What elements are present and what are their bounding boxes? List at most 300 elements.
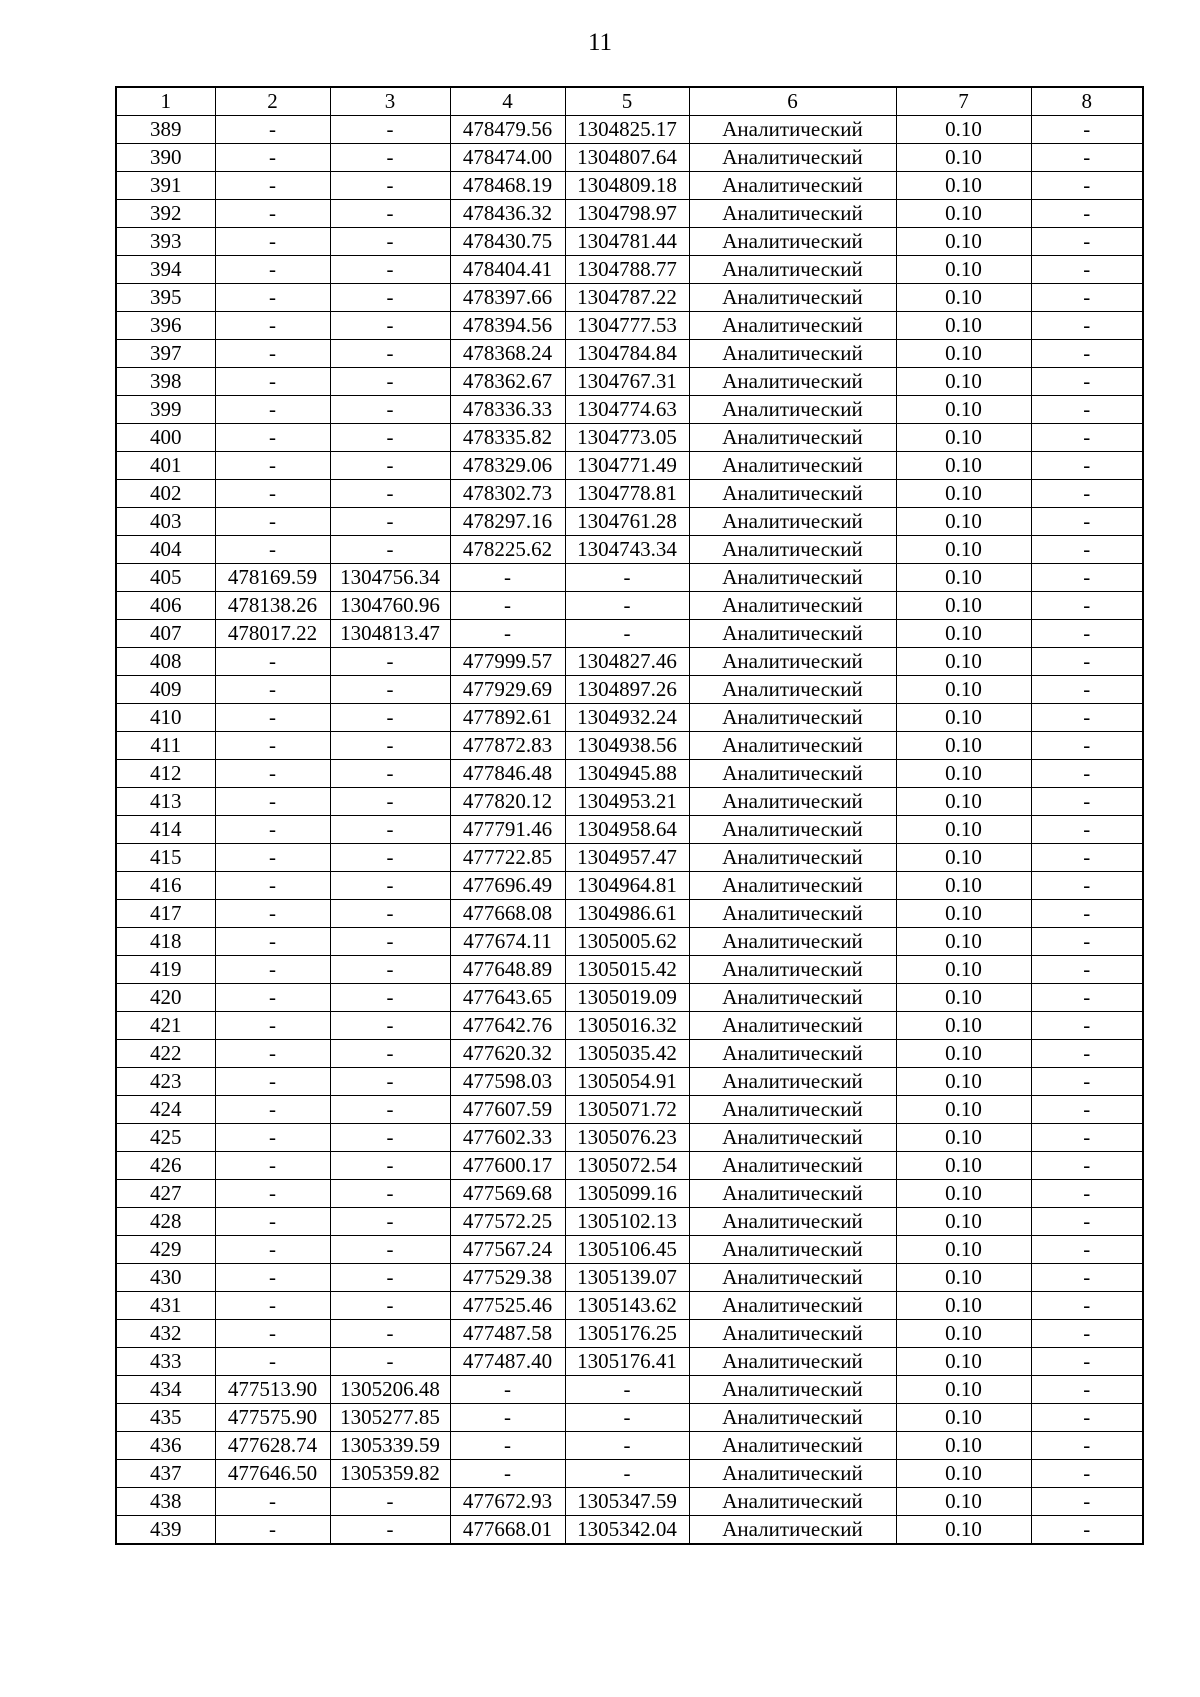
table-row [116, 620, 1143, 648]
table-cell: - [450, 620, 565, 648]
table-cell: - [330, 1180, 450, 1208]
table-cell: - [215, 732, 330, 760]
column-header: 5 [565, 87, 689, 116]
table-cell: - [1031, 1320, 1143, 1348]
table-cell: Аналитический [689, 732, 896, 760]
table-row [116, 732, 1143, 760]
table-cell: 0.10 [896, 1068, 1031, 1096]
table-cell: - [1031, 396, 1143, 424]
column-header: 8 [1031, 87, 1143, 116]
table-cell: 0.10 [896, 396, 1031, 424]
table-row [116, 1404, 1143, 1432]
table-cell: 0.10 [896, 648, 1031, 676]
table-row [116, 1460, 1143, 1488]
table-cell: 478169.59 [215, 564, 330, 592]
table-cell: - [1031, 536, 1143, 564]
table-cell: - [1031, 1012, 1143, 1040]
table-row [116, 1124, 1143, 1152]
table-row [116, 872, 1143, 900]
table-cell: 478436.32 [450, 200, 565, 228]
table-cell: - [1031, 928, 1143, 956]
table-cell: 1305102.13 [565, 1208, 689, 1236]
table-cell: 419 [116, 956, 215, 984]
table-cell: - [215, 1292, 330, 1320]
table-cell: - [330, 284, 450, 312]
table-cell: 0.10 [896, 1488, 1031, 1516]
table-cell: 1305176.41 [565, 1348, 689, 1376]
table-cell: 477567.24 [450, 1236, 565, 1264]
table-cell: - [330, 1040, 450, 1068]
table-cell: 416 [116, 872, 215, 900]
table-row [116, 1068, 1143, 1096]
table-cell: - [450, 1432, 565, 1460]
table-cell: 1305339.59 [330, 1432, 450, 1460]
table-cell: 434 [116, 1376, 215, 1404]
table-cell: 1304945.88 [565, 760, 689, 788]
table-cell: 1305359.82 [330, 1460, 450, 1488]
table-cell: 1304771.49 [565, 452, 689, 480]
table-cell: - [1031, 1460, 1143, 1488]
table-cell: - [215, 704, 330, 732]
table-cell: 437 [116, 1460, 215, 1488]
table-cell: 0.10 [896, 984, 1031, 1012]
table-row [116, 844, 1143, 872]
table-cell: Аналитический [689, 928, 896, 956]
table-cell: 477487.58 [450, 1320, 565, 1348]
table-row [116, 1488, 1143, 1516]
table-row [116, 564, 1143, 592]
table-cell: - [330, 1236, 450, 1264]
table-cell: Аналитический [689, 340, 896, 368]
table-cell: - [1031, 1068, 1143, 1096]
table-cell: 1304788.77 [565, 256, 689, 284]
table-cell: 0.10 [896, 1180, 1031, 1208]
table-cell: - [215, 116, 330, 144]
table-cell: 0.10 [896, 116, 1031, 144]
table-cell: 0.10 [896, 1460, 1031, 1488]
table-cell: - [330, 480, 450, 508]
table-cell: 477598.03 [450, 1068, 565, 1096]
table-cell: 477602.33 [450, 1124, 565, 1152]
table-cell: - [215, 900, 330, 928]
table-cell: 478479.56 [450, 116, 565, 144]
table-cell: 0.10 [896, 1096, 1031, 1124]
table-cell: 1304778.81 [565, 480, 689, 508]
table-cell: 477620.32 [450, 1040, 565, 1068]
table-cell: 1305019.09 [565, 984, 689, 1012]
table-cell: - [330, 900, 450, 928]
table-cell: 1305347.59 [565, 1488, 689, 1516]
table-cell: 403 [116, 508, 215, 536]
table-cell: - [215, 984, 330, 1012]
table-cell: 1305099.16 [565, 1180, 689, 1208]
table-row [116, 536, 1143, 564]
table-cell: 0.10 [896, 760, 1031, 788]
table-cell: 0.10 [896, 592, 1031, 620]
table-cell: 0.10 [896, 536, 1031, 564]
table-cell: Аналитический [689, 760, 896, 788]
table-cell: 418 [116, 928, 215, 956]
table-cell: 478302.73 [450, 480, 565, 508]
table-cell: - [1031, 368, 1143, 396]
table-cell: - [450, 592, 565, 620]
table-cell: 0.10 [896, 928, 1031, 956]
table-cell: Аналитический [689, 480, 896, 508]
table-cell: 0.10 [896, 620, 1031, 648]
table-cell: - [1031, 284, 1143, 312]
table-cell: 1305054.91 [565, 1068, 689, 1096]
table-cell: Аналитический [689, 844, 896, 872]
table-cell: Аналитический [689, 788, 896, 816]
table-cell: Аналитический [689, 452, 896, 480]
table-cell: 1305106.45 [565, 1236, 689, 1264]
table-cell: 478394.56 [450, 312, 565, 340]
table-cell: 477569.68 [450, 1180, 565, 1208]
table-row [116, 200, 1143, 228]
table-cell: - [215, 1180, 330, 1208]
table-cell: - [1031, 144, 1143, 172]
table-cell: 0.10 [896, 508, 1031, 536]
table-cell: 1305143.62 [565, 1292, 689, 1320]
table-cell: - [215, 536, 330, 564]
table-cell: 433 [116, 1348, 215, 1376]
table-row [116, 396, 1143, 424]
table-cell: 477628.74 [215, 1432, 330, 1460]
table-cell: - [330, 1152, 450, 1180]
table-cell: Аналитический [689, 1460, 896, 1488]
table-cell: 0.10 [896, 1292, 1031, 1320]
table-cell: Аналитический [689, 1292, 896, 1320]
table-cell: 478225.62 [450, 536, 565, 564]
table-cell: Аналитический [689, 284, 896, 312]
table-cell: 392 [116, 200, 215, 228]
table-cell: - [330, 368, 450, 396]
table-row [116, 1180, 1143, 1208]
table-cell: Аналитический [689, 1516, 896, 1545]
table-cell: 1305035.42 [565, 1040, 689, 1068]
table-cell: - [330, 648, 450, 676]
table-cell: 1304787.22 [565, 284, 689, 312]
table-cell: - [565, 1404, 689, 1432]
table-cell: 0.10 [896, 144, 1031, 172]
table-cell: 0.10 [896, 1376, 1031, 1404]
table-cell: 1305015.42 [565, 956, 689, 984]
column-header: 2 [215, 87, 330, 116]
table-cell: - [1031, 1292, 1143, 1320]
table-cell: 1305342.04 [565, 1516, 689, 1545]
table-cell: - [330, 172, 450, 200]
column-header: 4 [450, 87, 565, 116]
table-cell: 432 [116, 1320, 215, 1348]
table-cell: - [1031, 1432, 1143, 1460]
table-cell: 1304807.64 [565, 144, 689, 172]
table-cell: 478430.75 [450, 228, 565, 256]
table-cell: 1304784.84 [565, 340, 689, 368]
table-cell: 478336.33 [450, 396, 565, 424]
table-cell: 409 [116, 676, 215, 704]
table-cell: - [1031, 1516, 1143, 1545]
table-cell: 1305005.62 [565, 928, 689, 956]
table-cell: - [330, 424, 450, 452]
table-cell: Аналитический [689, 200, 896, 228]
table-cell: - [1031, 1348, 1143, 1376]
table-cell: - [1031, 648, 1143, 676]
table-cell: - [215, 452, 330, 480]
table-cell: 477672.93 [450, 1488, 565, 1516]
table-header-row [116, 87, 1143, 116]
table-row [116, 480, 1143, 508]
table-cell: 424 [116, 1096, 215, 1124]
table-cell: 391 [116, 172, 215, 200]
table-cell: 477487.40 [450, 1348, 565, 1376]
table-cell: Аналитический [689, 872, 896, 900]
table-row [116, 1152, 1143, 1180]
table-cell: Аналитический [689, 256, 896, 284]
table-row [116, 676, 1143, 704]
table-cell: 421 [116, 1012, 215, 1040]
table-cell: Аналитический [689, 1320, 896, 1348]
table-row [116, 1040, 1143, 1068]
table-cell: 422 [116, 1040, 215, 1068]
table-cell: - [330, 256, 450, 284]
table-cell: 477820.12 [450, 788, 565, 816]
table-cell: - [1031, 1124, 1143, 1152]
table-cell: 425 [116, 1124, 215, 1152]
table-row [116, 1264, 1143, 1292]
table-cell: 0.10 [896, 1040, 1031, 1068]
table-row [116, 648, 1143, 676]
table-cell: - [215, 1516, 330, 1545]
table-cell: - [330, 1488, 450, 1516]
table-cell: - [1031, 900, 1143, 928]
table-cell: 0.10 [896, 844, 1031, 872]
table-cell: 1304777.53 [565, 312, 689, 340]
table-cell: - [1031, 508, 1143, 536]
table-cell: - [330, 1516, 450, 1545]
table-cell: Аналитический [689, 984, 896, 1012]
table-row [116, 900, 1143, 928]
table-cell: 477846.48 [450, 760, 565, 788]
table-cell: - [215, 284, 330, 312]
table-cell: 0.10 [896, 1012, 1031, 1040]
table-cell: - [330, 788, 450, 816]
table-cell: 431 [116, 1292, 215, 1320]
table-row [116, 704, 1143, 732]
table-row [116, 984, 1143, 1012]
page-number: 11 [587, 29, 613, 56]
table-cell: 1304953.21 [565, 788, 689, 816]
table-cell: - [330, 396, 450, 424]
table-row [116, 368, 1143, 396]
table-cell: - [215, 508, 330, 536]
table-cell: - [330, 1124, 450, 1152]
table-cell: - [1031, 984, 1143, 1012]
table-cell: 415 [116, 844, 215, 872]
table-cell: 0.10 [896, 1432, 1031, 1460]
table-cell: 411 [116, 732, 215, 760]
table-row [116, 172, 1143, 200]
table-cell: 1304938.56 [565, 732, 689, 760]
table-cell: 401 [116, 452, 215, 480]
table-cell: - [330, 228, 450, 256]
table-row [116, 1432, 1143, 1460]
table-cell: Аналитический [689, 228, 896, 256]
table-cell: - [215, 228, 330, 256]
table-cell: - [215, 256, 330, 284]
table-cell: 478368.24 [450, 340, 565, 368]
table-cell: 404 [116, 536, 215, 564]
table-cell: 426 [116, 1152, 215, 1180]
table-cell: 399 [116, 396, 215, 424]
table-row [116, 1096, 1143, 1124]
table-cell: Аналитический [689, 1012, 896, 1040]
table-cell: Аналитический [689, 508, 896, 536]
table-cell: 477999.57 [450, 648, 565, 676]
table-cell: 0.10 [896, 172, 1031, 200]
table-cell: 396 [116, 312, 215, 340]
table-cell: 478017.22 [215, 620, 330, 648]
table-cell: 478468.19 [450, 172, 565, 200]
table-cell: 477668.08 [450, 900, 565, 928]
table-cell: 1304813.47 [330, 620, 450, 648]
column-header: 1 [116, 87, 215, 116]
table-cell: - [330, 928, 450, 956]
table-cell: - [215, 1236, 330, 1264]
table-cell: - [1031, 676, 1143, 704]
table-cell: 477575.90 [215, 1404, 330, 1432]
table-cell: - [215, 648, 330, 676]
table-cell: Аналитический [689, 1152, 896, 1180]
table-cell: - [565, 1432, 689, 1460]
table-cell: 478474.00 [450, 144, 565, 172]
table-cell: - [1031, 1040, 1143, 1068]
table-cell: - [1031, 172, 1143, 200]
table-cell: 0.10 [896, 284, 1031, 312]
table-cell: - [215, 480, 330, 508]
table-cell: - [330, 536, 450, 564]
table-cell: - [330, 144, 450, 172]
table-cell: 1304958.64 [565, 816, 689, 844]
table-cell: - [330, 116, 450, 144]
table-cell: - [1031, 200, 1143, 228]
table-cell: Аналитический [689, 1264, 896, 1292]
table-cell: Аналитический [689, 424, 896, 452]
table-cell: 1305139.07 [565, 1264, 689, 1292]
table-cell: 420 [116, 984, 215, 1012]
table-cell: - [215, 368, 330, 396]
table-cell: - [215, 928, 330, 956]
table-cell: - [215, 816, 330, 844]
table-cell: 0.10 [896, 816, 1031, 844]
column-header: 6 [689, 87, 896, 116]
table-cell: - [215, 200, 330, 228]
table-cell: - [1031, 340, 1143, 368]
table-cell: - [215, 872, 330, 900]
table-cell: - [565, 620, 689, 648]
table-cell: 1305072.54 [565, 1152, 689, 1180]
table-cell: 430 [116, 1264, 215, 1292]
table-cell: 1304756.34 [330, 564, 450, 592]
table-cell: - [565, 1460, 689, 1488]
table-cell: 1304798.97 [565, 200, 689, 228]
table-cell: - [330, 676, 450, 704]
table-cell: - [215, 844, 330, 872]
table-cell: 0.10 [896, 788, 1031, 816]
table-cell: - [330, 984, 450, 1012]
table-cell: 477607.59 [450, 1096, 565, 1124]
table-cell: - [450, 1460, 565, 1488]
table-row [116, 424, 1143, 452]
table-cell: - [215, 1348, 330, 1376]
table-cell: 400 [116, 424, 215, 452]
table-cell: - [1031, 872, 1143, 900]
table-cell: 478397.66 [450, 284, 565, 312]
table-cell: 0.10 [896, 452, 1031, 480]
table-cell: 478335.82 [450, 424, 565, 452]
table-cell: - [215, 1124, 330, 1152]
table-row [116, 144, 1143, 172]
table-cell: 1304809.18 [565, 172, 689, 200]
table-row [116, 760, 1143, 788]
table-cell: - [330, 1012, 450, 1040]
table-cell: Аналитический [689, 1180, 896, 1208]
table-cell: Аналитический [689, 1124, 896, 1152]
table-cell: - [1031, 1236, 1143, 1264]
table-cell: 1304760.96 [330, 592, 450, 620]
table-cell: 407 [116, 620, 215, 648]
table-cell: - [330, 508, 450, 536]
table-cell: 393 [116, 228, 215, 256]
table-cell: 1304773.05 [565, 424, 689, 452]
table-cell: 390 [116, 144, 215, 172]
table-cell: 0.10 [896, 1348, 1031, 1376]
table-cell: - [215, 1320, 330, 1348]
table-cell: 436 [116, 1432, 215, 1460]
table-cell: 1304827.46 [565, 648, 689, 676]
table-cell: 394 [116, 256, 215, 284]
table-cell: 477872.83 [450, 732, 565, 760]
table-cell: - [1031, 1488, 1143, 1516]
table-cell: 414 [116, 816, 215, 844]
table-cell: Аналитический [689, 172, 896, 200]
table-cell: - [1031, 704, 1143, 732]
table-cell: - [1031, 760, 1143, 788]
table-cell: - [330, 340, 450, 368]
table-cell: 0.10 [896, 368, 1031, 396]
table-row [116, 256, 1143, 284]
table-cell: Аналитический [689, 1236, 896, 1264]
table-cell: - [215, 1012, 330, 1040]
table-row [116, 508, 1143, 536]
table-cell: 1304781.44 [565, 228, 689, 256]
table-row [116, 1012, 1143, 1040]
table-cell: - [1031, 256, 1143, 284]
table-cell: Аналитический [689, 536, 896, 564]
table-cell: Аналитический [689, 1208, 896, 1236]
table-cell: 1304761.28 [565, 508, 689, 536]
table-cell: - [1031, 1096, 1143, 1124]
table-cell: 0.10 [896, 1516, 1031, 1545]
table-cell: - [330, 816, 450, 844]
table-cell: 478329.06 [450, 452, 565, 480]
table-cell: 1304932.24 [565, 704, 689, 732]
table-cell: Аналитический [689, 1432, 896, 1460]
table-cell: 438 [116, 1488, 215, 1516]
table-cell: - [1031, 620, 1143, 648]
table-cell: 395 [116, 284, 215, 312]
table-cell: Аналитический [689, 116, 896, 144]
table-cell: 0.10 [896, 1320, 1031, 1348]
